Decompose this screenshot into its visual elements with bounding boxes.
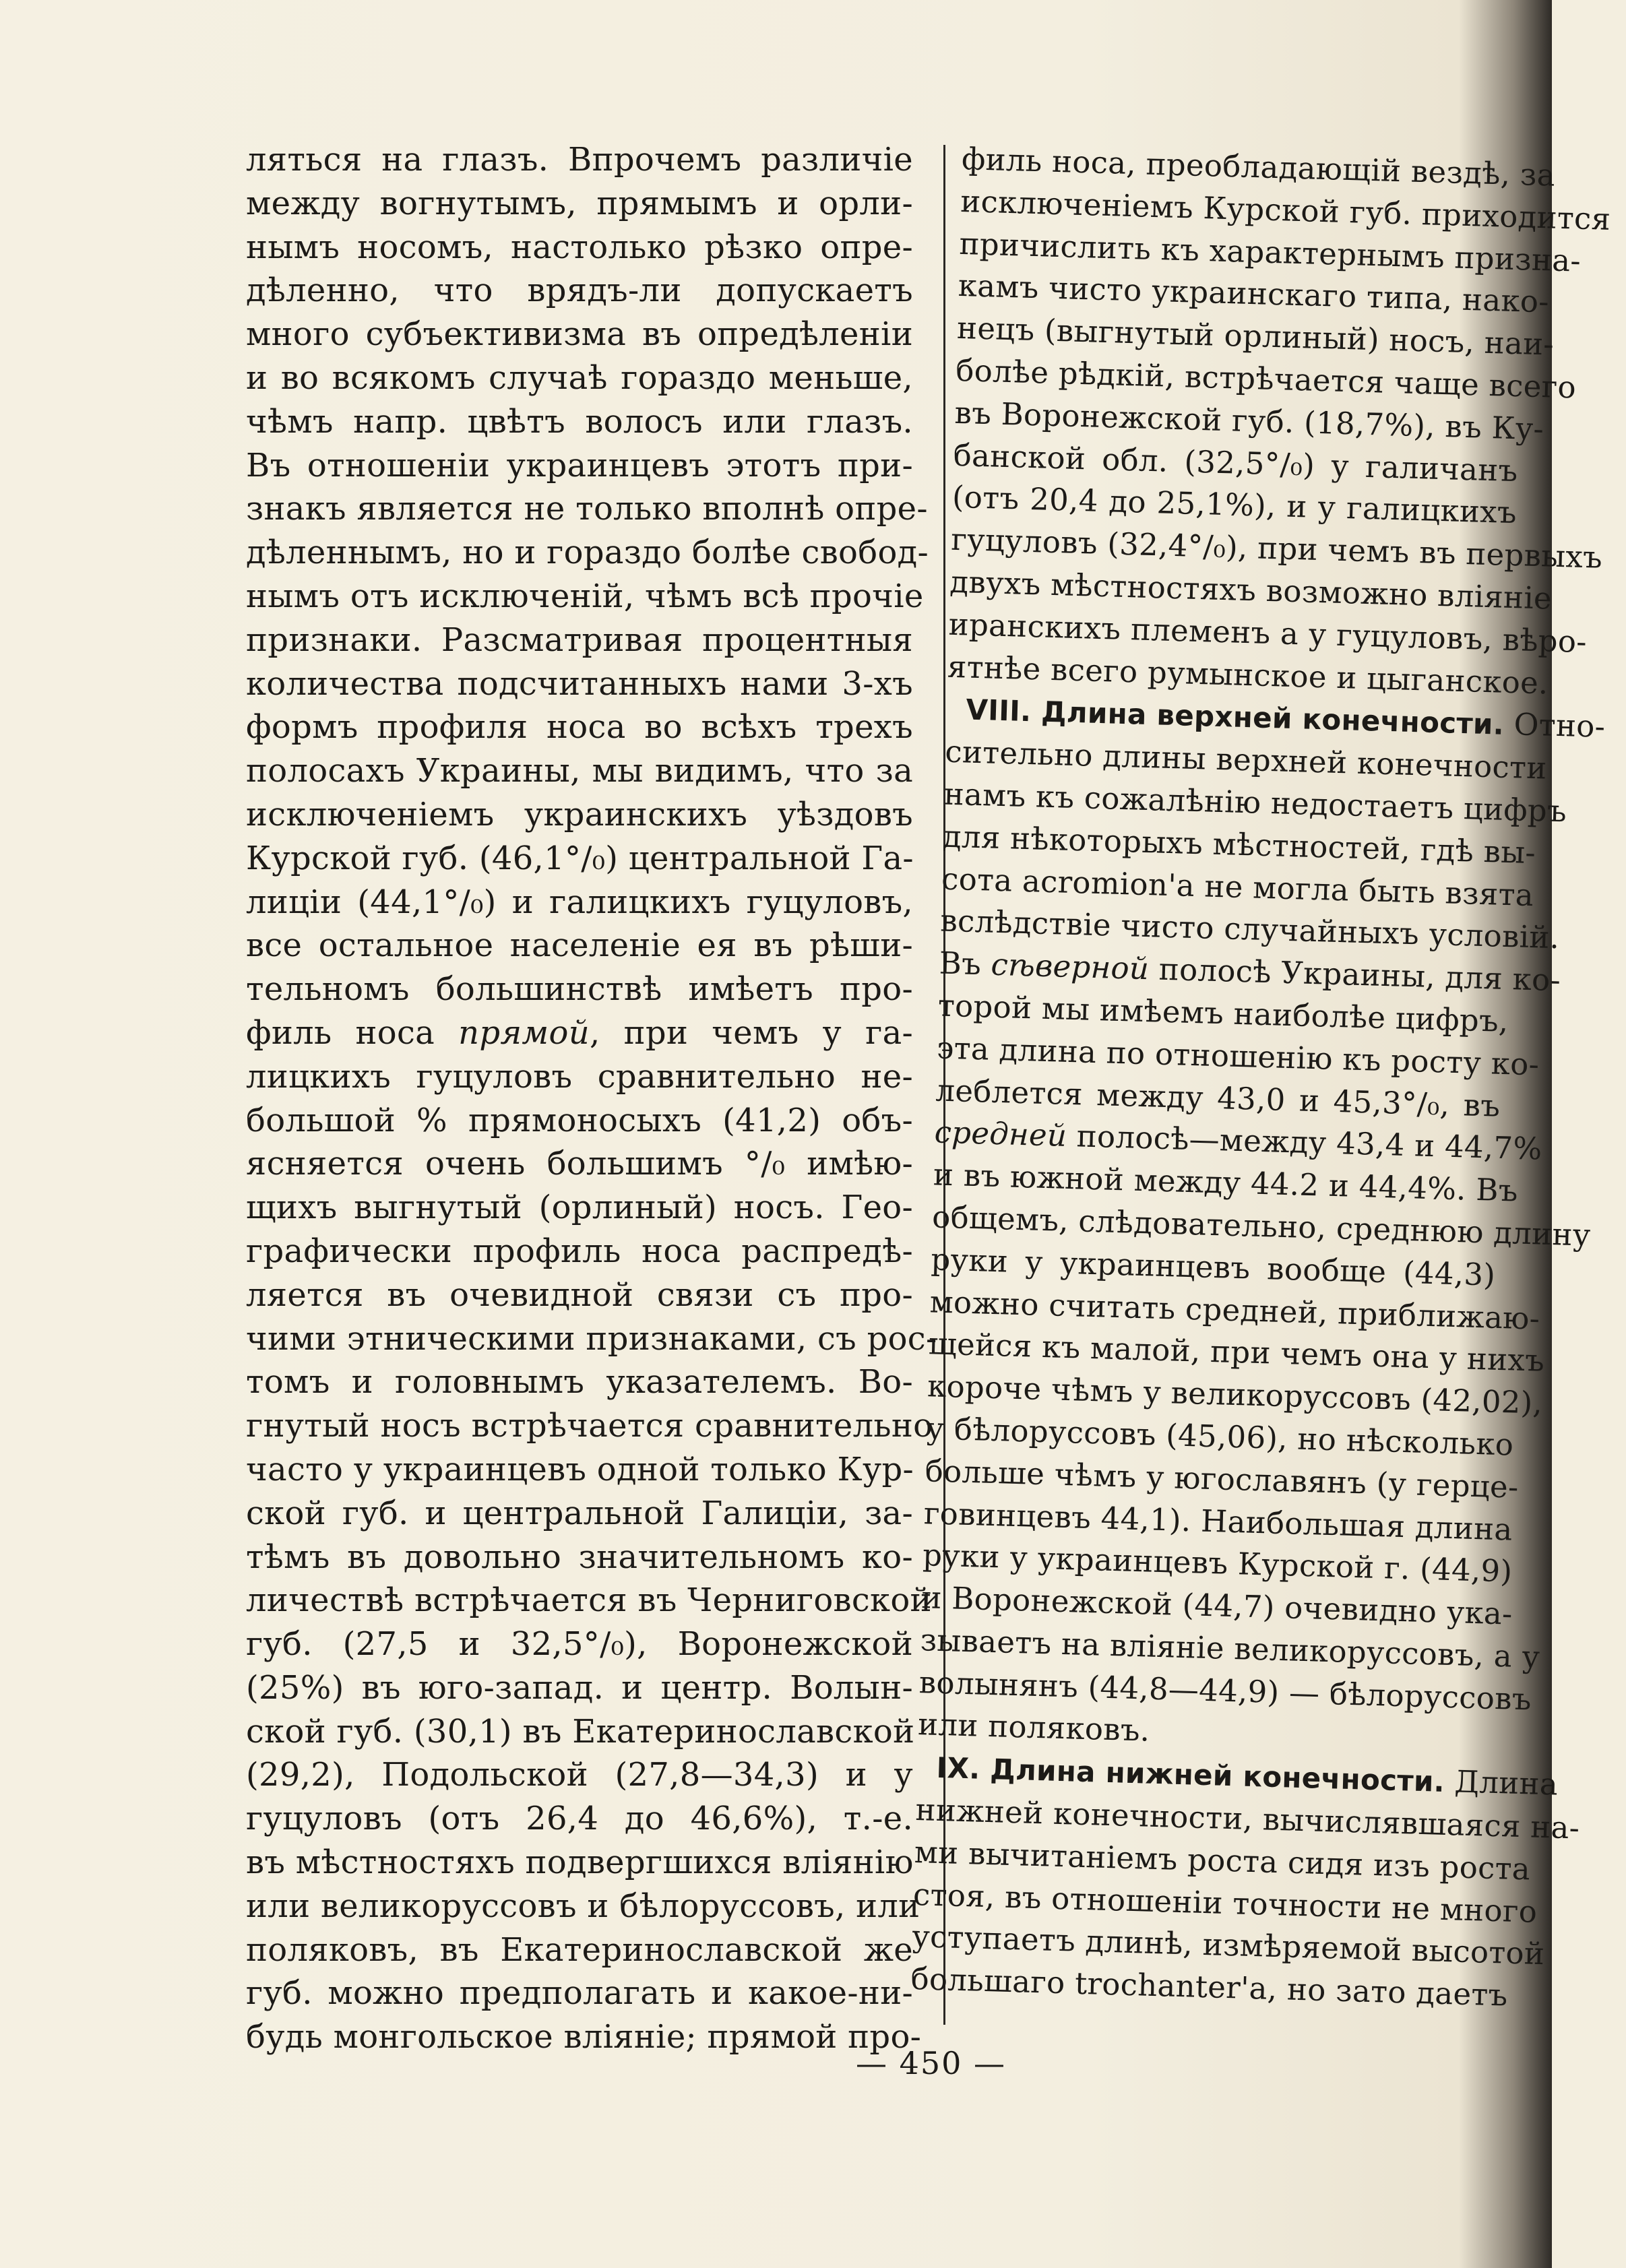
section-heading-line-ix: IX. Длина нижней конечности. Длина — [935, 1751, 1559, 1802]
text-line: и въ южной между 44.2 и 44,4%. Въ — [933, 1156, 1519, 1209]
text-line: волынянъ (44,8—44,9) — бѣлоруссовъ — [918, 1664, 1532, 1718]
text-line: и во всякомъ случаѣ гораздо меньше, — [246, 358, 913, 397]
text-line: банской обл. (32,5°/₀) у галичанъ — [953, 437, 1519, 489]
text-line: поляковъ, въ Екатеринославской же — [246, 1930, 913, 1969]
text-line: часто у украинцевъ одной только Кур- — [246, 1450, 914, 1488]
text-line: Курской губ. (46,1°/₀) центральной Га- — [246, 839, 914, 877]
text-line: у бѣлоруссовъ (45,06), но нѣсколько — [925, 1410, 1514, 1463]
text-line: или великоруссовъ и бѣлоруссовъ, или — [246, 1887, 920, 1925]
text-line: или поляковъ. — [917, 1706, 1151, 1749]
text-line: леблется между 43,0 и 45,3°/₀, въ — [935, 1071, 1501, 1124]
text-line: чими этническими признаками, съ рос- — [246, 1319, 937, 1358]
text-line: губ. можно предполагать и какое-ни- — [246, 1974, 913, 2013]
text-line: говинцевъ 44,1). Наибольшая длина — [923, 1494, 1513, 1548]
text-line: признаки. Разсматривая процентныя — [246, 621, 913, 659]
text-line: лицкихъ гуцуловъ сравнительно не- — [246, 1057, 913, 1096]
text-line: лицiи (44,1°/₀) и галицкихъ гуцуловъ, — [246, 883, 913, 921]
text-line: ляется въ очевидной связи съ про- — [246, 1275, 913, 1314]
text-line: двухъ мѣстностяхъ возможно влiянiе — [949, 563, 1553, 617]
text-line: много субъективизма въ опредѣленiи — [246, 315, 913, 354]
text-line: короче чѣмъ у великоруссовъ (42,02), — [927, 1368, 1543, 1421]
text-line: все остальное населенiе ея въ рѣши- — [246, 926, 913, 965]
text-line-italic-word: филь носа прямой, при чемъ у га- — [246, 1013, 914, 1052]
italic-word: сѣверной — [990, 946, 1150, 987]
italic-word: прямой — [458, 1013, 590, 1052]
text-line: нымъ отъ исключенiй, чѣмъ всѣ прочiе — [246, 577, 924, 615]
text-line: тѣмъ въ довольно значительномъ ко- — [246, 1538, 913, 1576]
text-line: полосахъ Украины, мы видимъ, что за — [246, 752, 913, 790]
text-line: щихъ выгнутый (орлиный) носъ. Гео- — [246, 1189, 913, 1227]
text-line: ской губ. (30,1) въ Екатеринославской — [246, 1712, 915, 1751]
text-line: (отъ 20,4 до 25,1%), и у галицкихъ — [951, 479, 1518, 531]
text-line: для нѣкоторыхъ мѣстностей, гдѣ вы- — [942, 818, 1536, 871]
text-line: больше чѣмъ у югославянъ (у герце- — [925, 1452, 1520, 1505]
text-line: исключенiемъ Курской губ. приходится — [960, 183, 1612, 237]
text-line: болѣе рѣдкiй, встрѣчается чаще всего — [955, 352, 1577, 406]
text-line: (29,2), Подольской (27,8—34,3) и у — [246, 1756, 913, 1794]
text-line: уступаетъ длинѣ, измѣряемой высотой — [911, 1918, 1546, 1972]
text-line: личествѣ встрѣчается въ Черниговской — [246, 1581, 932, 1620]
text-line: руки у украинцевъ вообще (44,3) — [930, 1241, 1496, 1293]
text-line: ми вычитанiемъ роста сидя изъ роста — [914, 1833, 1531, 1887]
text-line-italic-word: Въ сѣверной полосѣ Украины, для ко- — [939, 945, 1561, 999]
text-line: ятнѣе всего румынское и цыганское. — [947, 648, 1549, 701]
section-heading-line-viii: VIII. Длина верхней конечности. Отно- — [965, 693, 1606, 745]
text-line: общемъ, слѣдовательно, среднюю длину — [931, 1199, 1592, 1253]
text-line: вслѣдствiе чисто случайныхъ условiй. — [939, 902, 1561, 956]
text-line: сота acromion'а не могла быть взята — [941, 860, 1534, 913]
italic-word: средней — [934, 1114, 1067, 1154]
text-line: причислить къ характернымъ призна- — [958, 225, 1582, 279]
text-line: иранскихъ племенъ а у гуцуловъ, вѣро- — [948, 606, 1588, 660]
text-line: знакъ является не только вполнѣ опре- — [246, 490, 928, 528]
text-line: ясняется очень большимъ °/₀ имѣю- — [246, 1145, 913, 1183]
text-line: будь монгольское влiянiе; прямой про- — [246, 2018, 922, 2056]
text-line: Въ отношенiи украинцевъ этотъ при- — [246, 446, 913, 484]
text-line: исключенiемъ украинскихъ уѣздовъ — [246, 795, 913, 833]
text-line: между вогнутымъ, прямымъ и орли- — [246, 184, 913, 222]
text-line: щейся къ малой, при чемъ она у нихъ — [928, 1325, 1545, 1379]
text-line: эта длина по отношенiю къ росту ко- — [936, 1030, 1540, 1083]
text-line: торой мы имѣемъ наиболѣе цифръ, — [937, 987, 1509, 1040]
text-line: формъ профиля носа во всѣхъ трехъ — [246, 708, 913, 747]
text-line: намъ къ сожалѣнiю недостаетъ цифръ — [943, 776, 1567, 829]
text-line: гнутый носъ встрѣчается сравнительно — [246, 1407, 933, 1445]
text-line: нымъ носомъ, настолько рѣзко опре- — [246, 228, 913, 266]
text-line: дѣленнымъ, но и гораздо болѣе свобод- — [246, 534, 929, 572]
text-line-italic-word: средней полосѣ—между 43,4 и 44,7% — [934, 1114, 1543, 1167]
text-line: большой % прямоносыхъ (41,2) объ- — [246, 1101, 913, 1139]
text-line: губ. (27,5 и 32,5°/₀), Воронежской — [246, 1625, 913, 1664]
text-line: и Воронежской (44,7) очевидно ука- — [920, 1579, 1513, 1632]
text-line: чѣмъ напр. цвѣтъ волосъ или глазъ. — [246, 402, 913, 441]
text-line: въ мѣстностяхъ подвергшихся влiянiю — [246, 1844, 914, 1882]
text-line: сительно длины верхней конечности — [944, 733, 1548, 786]
page-number: — 450 — — [856, 2045, 1007, 2081]
left-column — [246, 138, 937, 2059]
text-line: нецъ (выгнутый орлиный) носъ, наи- — [956, 310, 1555, 363]
section-heading-viii: VIII. Длина верхней конечности. — [965, 693, 1505, 742]
text-line: нижней конечности, вычислявшаяся на- — [914, 1792, 1580, 1846]
text-line: дѣленно, что врядъ-ли допускаетъ — [246, 272, 913, 310]
text-line: гуцуловъ (отъ 26,4 до 46,6%), т.-е. — [246, 1800, 913, 1838]
text-line: графически профиль носа распредѣ- — [246, 1232, 913, 1270]
text-line: стоя, въ отношенiи точности не много — [912, 1876, 1538, 1930]
text-line: въ Воронежской губ. (18,7%), въ Ку- — [953, 394, 1544, 447]
text-line: тельномъ большинствѣ имѣетъ про- — [246, 970, 913, 1009]
text-line: руки у украинцевъ Курской г. (44,9) — [922, 1537, 1513, 1589]
text-line: (25%) въ юго-запад. и центр. Волын- — [246, 1668, 913, 1707]
section-heading-ix: IX. Длина нижней конечности. — [935, 1751, 1445, 1799]
text-line: томъ и головнымъ указателемъ. Во- — [246, 1363, 913, 1401]
text-line: зываетъ на влiянiе великоруссовъ, а у — [920, 1622, 1541, 1675]
text-line: камъ чисто украинскаго типа, нако- — [958, 267, 1550, 320]
text-line: можно считать средней, приближаю- — [929, 1283, 1540, 1337]
right-column — [910, 138, 1612, 2016]
text-line: ской губ. и центральной Галицiи, за- — [246, 1494, 913, 1532]
text-line: количества подсчитанныхъ нами 3-хъ — [246, 664, 913, 703]
text-line: филь носа, преобладающiй вездѣ, за — [961, 140, 1556, 193]
text-line: ляться на глазъ. Впрочемъ различiе — [246, 141, 913, 179]
text-line: гуцуловъ (32,4°/₀), при чемъ въ первыхъ — [950, 521, 1603, 575]
text-line: большаго trochanter'а, но зато даетъ — [910, 1961, 1509, 2013]
